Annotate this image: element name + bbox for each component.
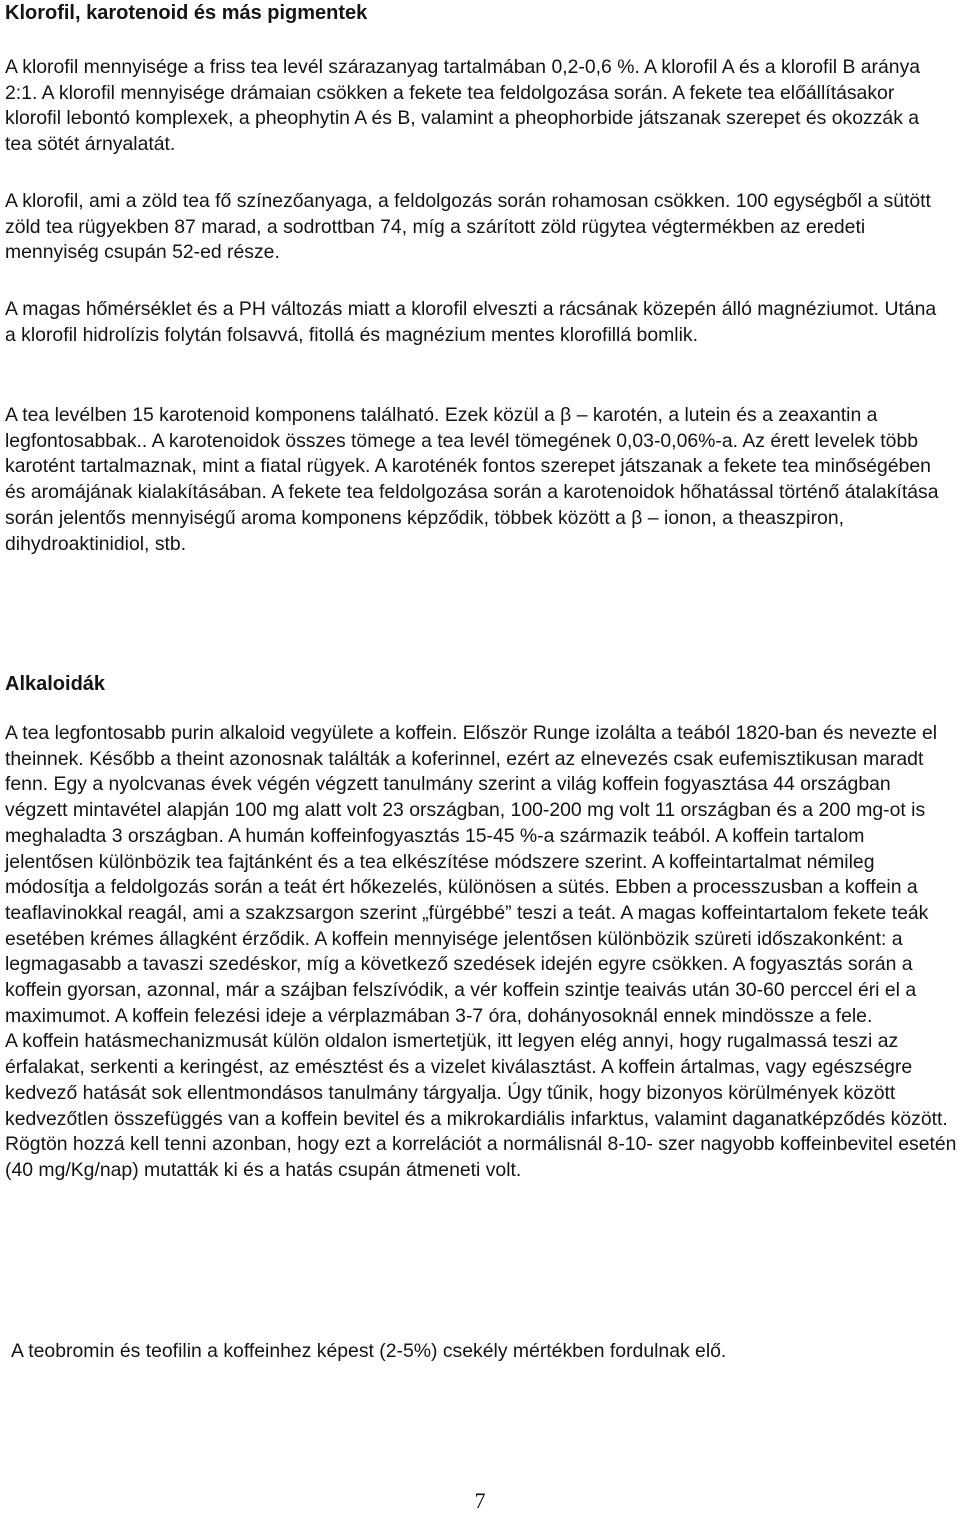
section-title-pigments: Klorofil, karotenoid és más pigmentek (5, 2, 368, 24)
paragraph-chlorophyll-processing: A klorofil, ami a zöld tea fő színezőanyaga, a feldolgozás során rohamosan csökken. 100 egységből a sütött zöld tea rügyekben 87 marad, a sodrottban 74, míg a szárított zöld rügytea végtermékben az eredeti mennyiség csupán 52-ed része. (5, 190, 931, 264)
section-title-alkaloids: Alkaloidák (5, 673, 106, 695)
paragraph-chlorophyll-content: A klorofil mennyisége a friss tea levél szárazanyag tartalmában 0,2-0,6 %. A klorofil A és a klorofil B aránya 2:1. A klorofil mennyisége drámaian csökken a fekete tea feldolgozása során. A fekete tea előállításakor klorofil lebontó komplexek, a pheophytin A és B, valamint a pheophorbide játszanak szerepet és okozzák a tea sötét árnyalatát. (5, 56, 921, 156)
paragraph-theobromine: A teobromin és teofilin a koffeinhez képest (2-5%) csekély mértékben fordulnak elő. (11, 1340, 727, 1362)
page-number: 7 (474, 1488, 486, 1513)
paragraph-caffeine: A tea legfontosabb purin alkaloid vegyülete a koffein. Először Runge izolálta a teából 1820-ban és nevezte el theinnek. Később a theint azonosnak találták a koferinnel, ezért az elnevezés csak eufemisztikusan maradt fenn. Egy a nyolcvanas évek végén végzett tanulmány szerint a világ koffein fogyasztása 44 országban végzett mintavétel alapján 100 mg alatt volt 23 országban, 100-200 mg volt 11 országban és a 200 mg-ot is meghaladta 3 országban. A humán koffeinfogyasztás 15-45 %-a származik teából. A koffein tartalom jelentősen különbözik tea fajtánként és a tea elkészítése módszere szerint. A koffeintartalmat némileg módosítja a feldolgozás során a teát ért hőkezelés, különösen a sütés. Ebben a processzusban a koffein a teaflavinokkal reagál, ami a szakzsargon szerint „fürgébbé” teszi a teát. A magas koffeintartalom fekete teák esetében krémes állagként érződik. A koffein mennyisége jelentősen különbözik szüreti időszakonként: a legmagasabb a tavaszi szedéskor, míg a következő szedések idején egyre csökken. A fogyasztás során a koffein gyorsan, azonnal, már a szájban felszívódik, a vér koffein szintje teaivás után 30-60 perccel éri el a maximumot. A koffein felezési ideje a vérplazmában 3-7 óra, dohányosoknál ennek mindössze a fele. A koffein hatásmechanizmusát külön oldalon ismertetjük, itt legyen elég annyi, hogy rugalmassá teszi az érfalakat, serkenti a keringést, az emésztést és a vizelet kiválasztást. A koffein ártalmas, vagy egészségre kedvező hatását sok ellentmondásos tanulmány tárgyalja. Úgy tűnik, hogy bizonyos körülmények között kedvezőtlen összefüggés van a koffein bevitel és a mikrokardiális infarktus, valamint daganatképződés között. Rögtön hozzá kell tenni azonban, hogy ezt a korrelációt a normálisnál 8-10- szer nagyobb koffeinbevitel esetén (40 mg/Kg/nap) mutatták ki és a hatás csupán átmeneti volt. (5, 722, 957, 1181)
paragraph-carotenoids: A tea levélben 15 karotenoid komponens található. Ezek közül a β – karotén, a lutein és a zeaxantin a legfontosabbak.. A karotenoidok összes tömege a tea levél tömegének 0,03-0,06%-a. Az érett levelek több karotént tartalmaznak, mint a fiatal rügyek. A karoténék fontos szerepet játszanak a fekete tea minőségében és aromájának kialakításában. A fekete tea feldolgozása során a karotenoidok hőhatással történő átalakítása során jelentős mennyiségű aroma komponens képződik, többek között a β – ionon, a theaszpiron, dihydroaktinidiol, stb. (5, 404, 939, 555)
paragraph-magnesium-loss: A magas hőmérséklet és a PH változás miatt a klorofil elveszti a rácsának közepén álló magnéziumot. Utána a klorofil hidrolízis folytán folsavvá, fitollá és magnézium mentes klorofillá bomlik. (5, 298, 937, 346)
